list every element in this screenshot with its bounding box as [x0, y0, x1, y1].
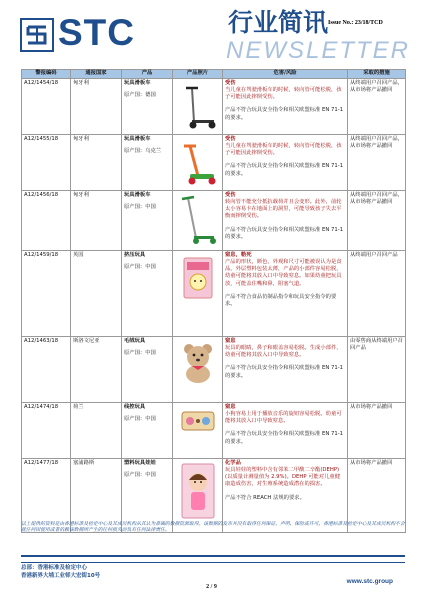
cell-code: A12/1463/18: [22, 337, 71, 403]
cell-measure: 从市场将产品撤回: [348, 459, 406, 533]
product-origin: 原产国：中国: [124, 204, 156, 211]
product-name: 塑料玩具娃娃: [124, 460, 156, 466]
hazard-note: 产品不符合 REACH 法规的要求。: [225, 494, 305, 501]
cell-code: A12/1454/18: [22, 79, 71, 135]
footer-divider: [21, 555, 405, 563]
hazard-description: 玩具的眼睛，鼻子和眼盖容易松脱。生成小部件，幼童可能将其放入口中导致窒息。: [225, 345, 342, 359]
hazard-title: 化学品: [225, 460, 241, 466]
cell-country: 匈牙利: [71, 79, 122, 135]
col-header-country: 通报国家: [71, 70, 122, 79]
product-origin: 原产国：中国: [124, 416, 156, 423]
hazard-note: 产品不符合食品仿制品指令和玩具安全指令的要求。: [225, 293, 337, 307]
cell-hazard: [223, 403, 348, 459]
hazard-title: 窒息: [225, 338, 236, 344]
website-link[interactable]: www.stc.group: [346, 578, 393, 585]
cell-product: [122, 79, 173, 135]
hazard-title: 窒息，勒死: [225, 252, 252, 258]
table-header-row: [22, 70, 406, 79]
product-origin: 原产国：德国: [124, 92, 156, 99]
cell-country: 英国: [71, 251, 122, 337]
cell-code: A12/1455/18: [22, 135, 71, 191]
cell-measure: 从终端用户召回产品，从市场将产品撤回: [348, 79, 406, 135]
newsletter-cn-title: 行业简讯: [228, 8, 329, 37]
cell-hazard: [223, 135, 348, 191]
cell-measure: 从终端用户召回产品，从市场将产品撤回: [348, 135, 406, 191]
hazard-note: 产品不符合玩具安全指令和相关欧盟标准 EN 71-1 的要求。: [225, 163, 344, 177]
scooter-photo-icon: [178, 82, 218, 130]
col-header-hazard: 危害/风险: [223, 70, 348, 79]
product-name: 玩具滑板车: [124, 136, 151, 142]
col-header-photo: 产品照片: [173, 70, 223, 79]
cell-measure: 从终端用户召回产品，从市场将产品撤回: [348, 191, 406, 251]
cell-hazard: [223, 191, 348, 251]
cell-country: 塞浦路斯: [71, 459, 122, 533]
hazard-title: 窒息: [225, 404, 236, 410]
brand-logo-text: STC: [58, 12, 135, 53]
cell-photo: [173, 403, 223, 459]
hazard-title: 受伤: [225, 80, 236, 86]
page-number: 2 / 9: [206, 584, 217, 590]
cell-photo: [173, 79, 223, 135]
col-header-code: 警报编码: [22, 70, 71, 79]
table-row: [22, 191, 406, 251]
hazard-title: 受伤: [225, 136, 236, 142]
cell-product: [122, 251, 173, 337]
product-origin: 原产国：乌克兰: [124, 148, 162, 155]
cell-code: A12/1456/18: [22, 191, 71, 251]
product-name: 挤压玩具: [124, 252, 146, 258]
cell-country: 匈牙利: [71, 135, 122, 191]
hazard-note: 产品不符合玩具安全指令和相关欧盟标准 EN 71-1 的要求。: [225, 107, 344, 121]
scooter-photo-icon: [178, 194, 218, 246]
cell-code: A12/1474/18: [22, 403, 71, 459]
doll-photo-icon: [178, 462, 218, 520]
address-line-2: 香港新界大埔工业邨大宏街10号: [21, 573, 101, 580]
cell-measure: 从终端用户召回产品: [348, 251, 406, 337]
col-header-product: 产品: [122, 70, 173, 79]
table-row: [22, 337, 406, 403]
newsletter-en-title: NEWSLETTER: [226, 37, 411, 64]
cell-country: 斯洛文尼亚: [71, 337, 122, 403]
cell-photo: [173, 135, 223, 191]
cell-hazard: [223, 251, 348, 337]
footer-address: [21, 564, 100, 581]
cell-measure: 由零售商从终端用户召回产品: [348, 337, 406, 403]
stc-logo-icon: [20, 18, 54, 52]
plush-bear-photo-icon: [178, 340, 218, 384]
product-origin: 原产国：中国: [124, 472, 156, 479]
product-name: 毛绒玩具: [124, 338, 146, 344]
cell-product: [122, 337, 173, 403]
cell-country: 荷兰: [71, 403, 122, 459]
disclaimer-text: 以上提供的资料是由香港标准及检定中心及其成员机构从其认为准确的数据资源取得。该数据的发布并没有取得任何保证、声明、保险或许可。香港标准及检定中心及其成员机构不会就任何因使用或者依赖该数据所产生的任何损失而负有任何法律责任。: [21, 522, 405, 534]
col-header-measure: 采取的措施: [348, 70, 406, 79]
product-origin: 原产国：中国: [124, 350, 156, 357]
hazard-note: 产品不符合玩具安全指令和相关欧盟标准 EN 71-1 的要求。: [225, 431, 344, 445]
cell-code: A12/1459/18: [22, 251, 71, 337]
hazard-note: 产品不符合玩具安全指令和相关欧盟标准 EN 71-1 的要求。: [225, 365, 344, 379]
cell-photo: [173, 251, 223, 337]
table-row: [22, 79, 406, 135]
address-line-1: 总部：香港标准及检定中心: [21, 565, 88, 571]
product-name: 玩具滑板车: [124, 80, 151, 86]
squeeze-toy-photo-icon: [178, 254, 218, 308]
hazard-description: 当儿童在驾驶滑板车的时候，转向管可能松脱，孩子可能因此摔倒受伤。: [225, 143, 342, 157]
product-origin: 原产国：中国: [124, 264, 156, 271]
table-row: [22, 403, 406, 459]
hazard-description: 转向管不能充分抵抗载荷并且会变形。此外，前轮太小容易卡在地面上的洞里，可能导致孩子失去平衡而摔倒受伤。: [225, 199, 342, 220]
page-header: [0, 0, 423, 62]
table-row: [22, 135, 406, 191]
cell-product: [122, 403, 173, 459]
cell-photo: [173, 337, 223, 403]
cell-hazard: [223, 79, 348, 135]
hazard-description: 产品的形状，颜色，外观和尺寸可能被误认为是食品，外层塑料包装太薄，产品的小部件容易松脱，幼童可能将其放入口中导致窒息。如果幼童把玩具放，可能盖住嘴和鼻，阻塞气道。: [225, 259, 342, 287]
hazard-description: 玩具娃娃的塑料中含有邻苯二甲酸二辛酯(DEHP)(以质量计测量值为 2.9%)。DEHP 可能对儿童健康造成伤害，对生殖系统造成潜在的损害。: [225, 467, 341, 488]
recall-table: [21, 69, 406, 533]
product-name: 线控玩具: [124, 404, 146, 410]
cell-country: 匈牙利: [71, 191, 122, 251]
cell-hazard: [223, 337, 348, 403]
issue-number: Issue No.: 23/18/TCD: [328, 20, 383, 26]
cell-photo: [173, 191, 223, 251]
scooter-photo-icon: [178, 138, 218, 186]
cell-product: [122, 191, 173, 251]
cell-measure: 从市场将产品撤回: [348, 403, 406, 459]
product-name: 玩具滑板车: [124, 192, 151, 198]
hazard-description: 当儿童在驾驶滑板车的时候，转向管可能松脱，孩子可能因此摔倒受伤。: [225, 87, 342, 101]
hazard-title: 受伤: [225, 192, 236, 198]
pull-string-toy-photo-icon: [178, 406, 218, 436]
cell-product: [122, 135, 173, 191]
cell-code: A12/1477/18: [22, 459, 71, 533]
table-row: [22, 251, 406, 337]
hazard-description: 小狗容易上用于播放音乐的旋钮容易松脱。幼童可能将其放入口中导致窒息。: [225, 411, 342, 425]
hazard-note: 产品不符合玩具安全指令和相关欧盟标准 EN 71-1 的要求。: [225, 226, 344, 240]
